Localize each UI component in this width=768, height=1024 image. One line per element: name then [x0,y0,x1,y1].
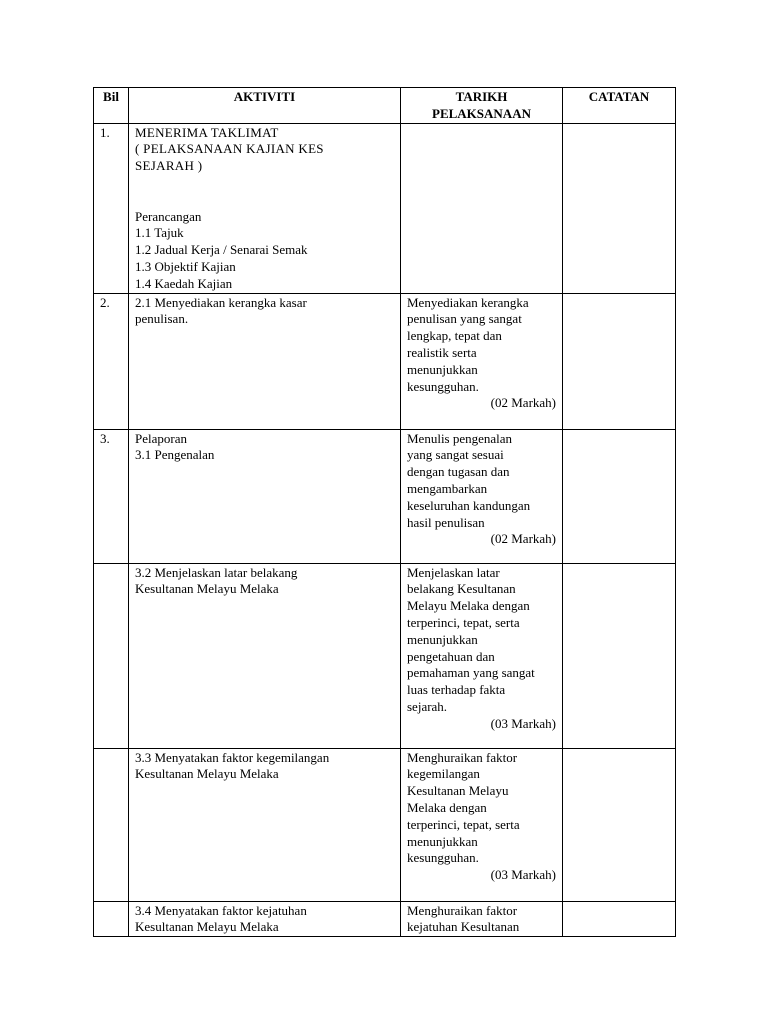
tarikh-line: realistik serta [407,344,477,360]
bil-cell: 3. [94,429,129,563]
spacer [135,175,394,192]
aktiviti-line: 3.3 Menyatakan faktor kegemilangan [135,749,330,765]
markah-label: (03 Markah) [490,715,556,731]
aktiviti-line: Kesultanan Melayu Melaka [135,919,279,935]
aktiviti-cell [129,748,401,901]
aktiviti-line: Perancangan [135,208,202,224]
tarikh-line: mengambarkan [407,480,488,496]
bil-cell: 2. [94,293,129,429]
header-tarikh-pelaksanaan [401,88,563,124]
markah-label: (02 Markah) [490,531,556,547]
header-aktiviti: AKTIVITI [129,88,401,124]
markah-label: (03 Markah) [490,867,556,883]
tarikh-line: Menulis pengenalan [407,430,513,446]
tarikh-line: pemahaman yang sangat [407,665,535,681]
header-catatan: CATATAN [563,88,676,124]
tarikh-line: menunjukkan [407,631,478,647]
aktiviti-cell [129,563,401,748]
bil-cell [94,748,129,901]
aktiviti-cell [129,429,401,563]
tarikh-line: Menjelaskan latar [407,564,500,580]
tarikh-line: Menghuraikan faktor [407,902,518,918]
tarikh-line: dengan tugasan dan [407,464,510,480]
catatan-cell [563,901,676,937]
aktiviti-line: SEJARAH ) [135,158,203,174]
header-tarikh-line-1: TARIKH [455,89,508,104]
tarikh-line: menunjukkan [407,833,478,849]
table-row [94,748,676,901]
bil-cell [94,901,129,937]
table-header-row [94,88,676,124]
tarikh-line: yang sangat sesuai [407,447,504,463]
tarikh-line: luas terhadap fakta [407,682,506,698]
catatan-cell [563,748,676,901]
aktiviti-line: 1.4 Kaedah Kajian [135,275,233,291]
aktiviti-line: Pelaporan [135,430,187,446]
tarikh-line: Kesultanan Melayu [407,783,509,799]
spacer [135,192,394,209]
tarikh-line: pengetahuan dan [407,648,495,664]
tarikh-line: sejarah. [407,698,448,714]
tarikh-line: Menyediakan kerangka [407,294,529,310]
tarikh-cell [401,901,563,937]
aktiviti-cell [129,293,401,429]
tarikh-line: menunjukkan [407,361,478,377]
tarikh-line: keseluruhan kandungan [407,497,531,513]
activity-plan-table [93,87,676,937]
table-row [94,901,676,937]
aktiviti-line: 1.2 Jadual Kerja / Senarai Semak [135,242,308,258]
tarikh-line: terperinci, tepat, serta [407,816,520,832]
aktiviti-line: 1.3 Objektif Kajian [135,258,236,274]
aktiviti-line: Kesultanan Melayu Melaka [135,766,279,782]
aktiviti-line: penulisan. [135,311,189,327]
aktiviti-cell [129,901,401,937]
aktiviti-line: 3.1 Pengenalan [135,447,215,463]
table-row [94,429,676,563]
tarikh-line: Melayu Melaka dengan [407,598,530,614]
tarikh-line: kesungguhan. [407,378,479,394]
aktiviti-line: 1.1 Tajuk [135,225,184,241]
catatan-cell [563,293,676,429]
tarikh-line: hasil penulisan [407,514,485,530]
table-row [94,293,676,429]
tarikh-cell [401,563,563,748]
header-tarikh-line-2: PELAKSANAAN [432,105,531,121]
bil-cell: 1. [94,123,129,293]
tarikh-line: kegemilangan [407,766,480,782]
tarikh-cell [401,748,563,901]
tarikh-cell [401,293,563,429]
aktiviti-line: 3.2 Menjelaskan latar belakang [135,564,298,580]
catatan-cell [563,429,676,563]
tarikh-line: Melaka dengan [407,799,487,815]
aktiviti-line: 3.4 Menyatakan faktor kejatuhan [135,902,307,918]
aktiviti-line: 2.1 Menyediakan kerangka kasar [135,294,307,310]
tarikh-line: penulisan yang sangat [407,311,522,327]
markah-label: (02 Markah) [490,395,556,411]
tarikh-line: lengkap, tepat dan [407,328,502,344]
aktiviti-line: Kesultanan Melayu Melaka [135,581,279,597]
tarikh-line: terperinci, tepat, serta [407,614,520,630]
tarikh-line: Menghuraikan faktor [407,749,518,765]
tarikh-line: belakang Kesultanan [407,581,516,597]
aktiviti-cell [129,123,401,293]
aktiviti-line: MENERIMA TAKLIMAT [135,124,279,140]
aktiviti-line: ( PELAKSANAAN KAJIAN KES [135,141,324,157]
header-bil: Bil [94,88,129,124]
tarikh-line: kesungguhan. [407,850,479,866]
catatan-cell [563,563,676,748]
catatan-cell [563,123,676,293]
tarikh-line: kejatuhan Kesultanan [407,919,520,935]
table-row [94,123,676,293]
tarikh-cell [401,429,563,563]
table-row [94,563,676,748]
tarikh-cell [401,123,563,293]
bil-cell [94,563,129,748]
